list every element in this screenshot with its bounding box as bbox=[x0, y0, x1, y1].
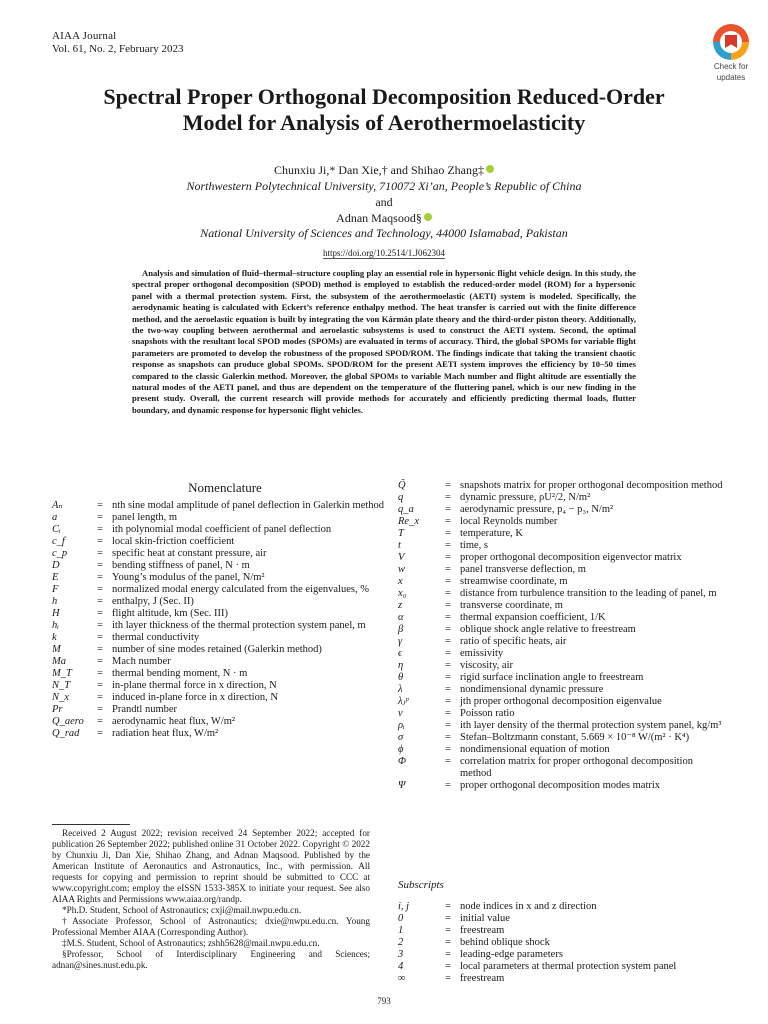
doi-link[interactable]: https://doi.org/10.2514/1.J062304 bbox=[322, 248, 446, 258]
nomenclature-row bbox=[398, 949, 724, 961]
nomenclature-definition: temperature, K bbox=[460, 528, 523, 539]
orcid-icon[interactable] bbox=[424, 213, 432, 221]
nomenclature-symbol: c_f bbox=[52, 536, 65, 547]
nomenclature-definition: Stefan–Boltzmann constant, 5.669 × 10⁻⁸ W/(m² · K⁴) bbox=[460, 732, 690, 743]
nomenclature-symbol: λⱼᵖ bbox=[398, 696, 409, 707]
equals-sign: = bbox=[445, 624, 451, 635]
badge-line1: Check for bbox=[713, 62, 749, 71]
nomenclature-definition: rigid surface inclination angle to freestream bbox=[460, 672, 644, 683]
nomenclature-definition: aerodynamic heat flux, W/m² bbox=[112, 716, 236, 727]
equals-sign: = bbox=[445, 600, 451, 611]
equals-sign: = bbox=[445, 648, 451, 659]
nomenclature-row bbox=[52, 656, 398, 668]
equals-sign: = bbox=[445, 732, 451, 743]
equals-sign: = bbox=[97, 500, 103, 511]
equals-sign: = bbox=[445, 504, 451, 515]
nomenclature-definition: flight altitude, km (Sec. III) bbox=[112, 608, 229, 619]
nomenclature-row bbox=[398, 744, 724, 756]
equals-sign: = bbox=[445, 756, 451, 767]
equals-sign: = bbox=[445, 552, 451, 563]
nomenclature-symbol: ∞ bbox=[398, 973, 406, 984]
nomenclature-row bbox=[398, 564, 724, 576]
received-note: Received 2 August 2022; revision received 24 September 2022; accepted for publication 26 September 2022; published online 31 October 2022. Copyright © 2022 by Chunxiu Ji, Dan Xie, Shihao Zhang, and Adnan Maqsood. Published by the American Institute of Aeronautics and Astronautics, Inc., with permission. All requests for copying and permission to reprint should be submitted to CCC at www.copyright.com; employ the eISSN 1533-385X to initiate your request. See also AIAA Rights and Permissions www.aiaa.org/randp. bbox=[52, 828, 370, 904]
nomenclature-symbol: a bbox=[52, 512, 58, 523]
nomenclature-row bbox=[52, 524, 398, 536]
nomenclature-symbol: F bbox=[52, 584, 59, 595]
nomenclature-row bbox=[52, 704, 398, 716]
nomenclature-symbol: M_T bbox=[52, 668, 72, 679]
nomenclature-definition: panel length, m bbox=[112, 512, 178, 523]
nomenclature-definition: in-plane thermal force in x direction, N bbox=[112, 680, 277, 691]
nomenclature-row bbox=[52, 668, 398, 680]
nomenclature-symbol: λ bbox=[398, 684, 403, 695]
nomenclature-definition: normalized modal energy calculated from the eigenvalues, % bbox=[112, 584, 369, 595]
nomenclature-row bbox=[398, 576, 724, 588]
nomenclature-symbol: Ma bbox=[52, 656, 66, 667]
nomenclature-row bbox=[398, 672, 724, 684]
nomenclature-symbol: ϵ bbox=[398, 648, 403, 659]
nomenclature-symbol: N_T bbox=[52, 680, 71, 691]
nomenclature-symbol: M bbox=[52, 644, 61, 655]
nomenclature-row bbox=[398, 937, 724, 949]
equals-sign: = bbox=[445, 564, 451, 575]
nomenclature-row bbox=[52, 584, 398, 596]
nomenclature-symbol: Q̃ bbox=[398, 480, 406, 491]
nomenclature-symbol: γ bbox=[398, 636, 403, 647]
nomenclature-definition: thermal expansion coefficient, 1/K bbox=[460, 612, 606, 623]
nomenclature-definition: induced in-plane force in x direction, N bbox=[112, 692, 278, 703]
nomenclature-row bbox=[52, 608, 398, 620]
equals-sign: = bbox=[97, 596, 103, 607]
nomenclature-definition: nth sine modal amplitude of panel deflection in Galerkin method bbox=[112, 500, 385, 511]
nomenclature-definition: correlation matrix for proper orthogonal decomposition method bbox=[460, 756, 693, 779]
nomenclature-row bbox=[398, 696, 724, 708]
nomenclature-row bbox=[398, 612, 724, 624]
equals-sign: = bbox=[445, 696, 451, 707]
nomenclature-definition: ith layer thickness of the thermal protection system panel, m bbox=[112, 620, 366, 631]
nomenclature-symbol: Q_rad bbox=[52, 728, 80, 739]
nomenclature-symbol: t bbox=[398, 540, 401, 551]
equals-sign: = bbox=[445, 528, 451, 539]
equals-sign: = bbox=[445, 576, 451, 587]
nomenclature-symbol: α bbox=[398, 612, 404, 623]
nomenclature-definition: streamwise coordinate, m bbox=[460, 576, 568, 587]
nomenclature-row bbox=[398, 600, 724, 612]
nomenclature-symbol: Ψ bbox=[398, 780, 406, 791]
nomenclature-row bbox=[52, 500, 398, 512]
doi-line bbox=[40, 248, 728, 258]
nomenclature-row bbox=[398, 660, 724, 672]
equals-sign: = bbox=[97, 656, 103, 667]
equals-sign: = bbox=[97, 620, 103, 631]
nomenclature-definition: panel transverse deflection, m bbox=[460, 564, 586, 575]
nomenclature-definition: ith layer density of the thermal protection system panel, kg/m³ bbox=[460, 720, 722, 731]
nomenclature-row bbox=[52, 596, 398, 608]
nomenclature-row bbox=[398, 648, 724, 660]
nomenclature-symbol: Cᵢ bbox=[52, 524, 61, 535]
footnote-4: §Professor, School of Interdisciplinary Engineering and Sciences; adnan@sines.nust.edu.pk. bbox=[52, 949, 370, 970]
nomenclature-row bbox=[52, 572, 398, 584]
orcid-icon[interactable] bbox=[486, 165, 494, 173]
nomenclature-definition: enthalpy, J (Sec. II) bbox=[112, 596, 194, 607]
abstract: Analysis and simulation of fluid–thermal–structure coupling play an essential role in hypersonic flight vehicle design. In this study, the spectral proper orthogonal decomposition (SPOD) method is employed to establish the reduced-order model (ROM) for a hypersonic panel with a thermal protection system. First, the subsystem of the aerothermoelastic (AETI) system is modeled. Specifically, the aerodynamic heating is calculated with Eckert’s reference enthalpy method. The heat transfer is carried out with the finite difference method, and the aeroelastic equation is built by integrating the von Kármán plate theory and the third-order piston theory. Additionally, the two-way coupling between aerothermal and aeroelastic subsystems is used to construct the AETI system. Second, the optimal snapshots with the resultant local SPOD modes (SPOMs) are evaluated in terms of accuracy. Third, the global SPOMs for variable flight parameters are promoted to develop the robustness of the proposed SPOD/ROM. The findings indicate that taking the transient chaotic response as snapshots can produce global SPOMs. SPOD/ROM for the present AETI system improves the efficiency by 10–50 times compared to the classic Galerkin method. Moreover, the global SPOMs to variable Mach number and flight altitude are essentially the natural modes of the AETI panel, and thus are dependent on the temperature of the fluttering panel, which is our new finding in the present study. Overall, the current research will provide methods for accurately and efficiently predicting thermal loads, flutter boundary, and dynamic response for hypersonic flight vehicles. bbox=[132, 268, 636, 415]
nomenclature-symbol: hᵢ bbox=[52, 620, 59, 631]
nomenclature-definition: initial value bbox=[460, 913, 510, 924]
nomenclature-row bbox=[398, 973, 724, 985]
nomenclature-symbol: V bbox=[398, 552, 405, 563]
nomenclature-symbol: η bbox=[398, 660, 404, 671]
equals-sign: = bbox=[97, 632, 103, 643]
nomenclature-row bbox=[398, 684, 724, 696]
nomenclature-definition: thermal bending moment, N · m bbox=[112, 668, 248, 679]
nomenclature-definition: number of sine modes retained (Galerkin method) bbox=[112, 644, 322, 655]
equals-sign: = bbox=[97, 560, 103, 571]
journal-name: AIAA Journal bbox=[52, 30, 117, 42]
nomenclature-row bbox=[398, 528, 724, 540]
equals-sign: = bbox=[97, 584, 103, 595]
nomenclature-definition: freestream bbox=[460, 925, 505, 936]
equals-sign: = bbox=[445, 720, 451, 731]
nomenclature-symbol: i, j bbox=[398, 901, 410, 912]
nomenclature-row bbox=[398, 708, 724, 720]
equals-sign: = bbox=[445, 744, 451, 755]
equals-sign: = bbox=[97, 572, 103, 583]
nomenclature-definition: proper orthogonal decomposition eigenvector matrix bbox=[460, 552, 682, 563]
subscripts-heading: Subscripts bbox=[398, 879, 444, 891]
equals-sign: = bbox=[97, 644, 103, 655]
nomenclature-definition: time, s bbox=[460, 540, 488, 551]
nomenclature-row bbox=[398, 504, 724, 516]
nomenclature-symbol: θ bbox=[398, 672, 404, 683]
nomenclature-definition: snapshots matrix for proper orthogonal decomposition method bbox=[460, 480, 723, 491]
nomenclature-row bbox=[52, 620, 398, 632]
footnote-3: ‡M.S. Student, School of Astronautics; zshh5628@mail.nwpu.edu.cn. bbox=[62, 938, 320, 948]
nomenclature-definition: radiation heat flux, W/m² bbox=[112, 728, 219, 739]
nomenclature-row bbox=[52, 716, 398, 728]
nomenclature-left-column bbox=[52, 500, 398, 740]
equals-sign: = bbox=[445, 492, 451, 503]
equals-sign: = bbox=[445, 636, 451, 647]
nomenclature-definition: nondimensional equation of motion bbox=[460, 744, 610, 755]
authors-and: and bbox=[375, 195, 393, 209]
equals-sign: = bbox=[445, 684, 451, 695]
equals-sign: = bbox=[445, 780, 451, 791]
nomenclature-row bbox=[398, 480, 724, 492]
nomenclature-row bbox=[398, 901, 724, 913]
equals-sign: = bbox=[97, 512, 103, 523]
nomenclature-definition: thermal conductivity bbox=[112, 632, 200, 643]
authors-group2-text: Adnan Maqsood§ bbox=[336, 211, 422, 225]
nomenclature-symbol: ϕ bbox=[398, 744, 404, 755]
nomenclature-symbol: 0 bbox=[398, 913, 404, 924]
nomenclature-definition: Poisson ratio bbox=[460, 708, 515, 719]
nomenclature-symbol: σ bbox=[398, 732, 404, 743]
nomenclature-symbol: N_x bbox=[52, 692, 69, 703]
equals-sign: = bbox=[445, 660, 451, 671]
footnote-1: *Ph.D. Student, School of Astronautics; cxji@mail.nwpu.edu.cn. bbox=[62, 905, 302, 915]
nomenclature-row bbox=[398, 540, 724, 552]
nomenclature-definition: Prandtl number bbox=[112, 704, 178, 715]
nomenclature-heading: Nomenclature bbox=[188, 480, 262, 495]
nomenclature-symbol: c_p bbox=[52, 548, 68, 559]
equals-sign: = bbox=[97, 680, 103, 691]
paper-title bbox=[40, 84, 728, 136]
nomenclature-definition: leading-edge parameters bbox=[460, 949, 563, 960]
nomenclature-row bbox=[52, 632, 398, 644]
nomenclature-symbol: x₀ bbox=[398, 588, 407, 599]
nomenclature-right-column bbox=[398, 480, 724, 792]
nomenclature-symbol: h bbox=[52, 596, 58, 607]
nomenclature-symbol: ν bbox=[398, 708, 403, 719]
nomenclature-definition: local Reynolds number bbox=[460, 516, 558, 527]
subscripts-list bbox=[398, 901, 724, 985]
equals-sign: = bbox=[445, 973, 451, 984]
equals-sign: = bbox=[97, 536, 103, 547]
title-line2: Model for Analysis of Aerothermoelasticity bbox=[182, 110, 586, 135]
title-line1: Spectral Proper Orthogonal Decomposition Reduced-Order bbox=[103, 84, 665, 109]
nomenclature-row bbox=[52, 536, 398, 548]
equals-sign: = bbox=[445, 672, 451, 683]
page-number: 793 bbox=[377, 996, 391, 1006]
nomenclature-symbol: w bbox=[398, 564, 406, 575]
equals-sign: = bbox=[445, 913, 451, 924]
nomenclature-definition: freestream bbox=[460, 973, 505, 984]
equals-sign: = bbox=[445, 588, 451, 599]
equals-sign: = bbox=[97, 728, 103, 739]
equals-sign: = bbox=[97, 668, 103, 679]
nomenclature-definition: jth proper orthogonal decomposition eigenvalue bbox=[460, 696, 662, 707]
check-for-updates-badge[interactable] bbox=[704, 24, 758, 82]
nomenclature-row bbox=[398, 925, 724, 937]
nomenclature-symbol: D bbox=[52, 560, 60, 571]
equals-sign: = bbox=[97, 524, 103, 535]
equals-sign: = bbox=[445, 961, 451, 972]
nomenclature-definition: distance from turbulence transition to the leading of panel, m bbox=[460, 588, 717, 599]
nomenclature-symbol: H bbox=[52, 608, 60, 619]
equals-sign: = bbox=[97, 548, 103, 559]
equals-sign: = bbox=[97, 716, 103, 727]
nomenclature-symbol: q bbox=[398, 492, 404, 503]
nomenclature-row bbox=[398, 624, 724, 636]
nomenclature-symbol: 4 bbox=[398, 961, 404, 972]
nomenclature-definition: local skin-friction coefficient bbox=[112, 536, 235, 547]
nomenclature-symbol: Pr bbox=[52, 704, 63, 715]
nomenclature-definition: specific heat at constant pressure, air bbox=[112, 548, 267, 559]
nomenclature-row bbox=[398, 961, 724, 973]
nomenclature-definition: transverse coordinate, m bbox=[460, 600, 563, 611]
nomenclature-row bbox=[398, 552, 724, 564]
nomenclature-symbol: Aₙ bbox=[52, 500, 63, 511]
check-for-updates-icon bbox=[713, 24, 749, 60]
footnotes bbox=[52, 828, 370, 971]
equals-sign: = bbox=[445, 480, 451, 491]
nomenclature-definition: oblique shock angle relative to freestream bbox=[460, 624, 636, 635]
equals-sign: = bbox=[445, 612, 451, 623]
footnote-2: †Associate Professor, School of Astronautics; dxie@nwpu.edu.cn. Young Professional Member AIAA (Corresponding Author). bbox=[52, 916, 370, 937]
nomenclature-symbol: 2 bbox=[398, 937, 404, 948]
nomenclature-symbol: Q_aero bbox=[52, 716, 84, 727]
nomenclature-row bbox=[52, 644, 398, 656]
nomenclature-symbol: ρᵢ bbox=[398, 720, 405, 731]
nomenclature-symbol: z bbox=[398, 600, 403, 611]
nomenclature-row bbox=[398, 780, 724, 792]
nomenclature-definition: dynamic pressure, ρU²/2, N/m² bbox=[460, 492, 591, 503]
equals-sign: = bbox=[445, 925, 451, 936]
nomenclature-definition: Young’s modulus of the panel, N/m² bbox=[112, 572, 265, 583]
nomenclature-row bbox=[52, 728, 398, 740]
equals-sign: = bbox=[445, 708, 451, 719]
equals-sign: = bbox=[445, 516, 451, 527]
equals-sign: = bbox=[445, 949, 451, 960]
nomenclature-row bbox=[398, 756, 724, 780]
nomenclature-symbol: Re_x bbox=[398, 516, 419, 527]
nomenclature-symbol: x bbox=[398, 576, 403, 587]
nomenclature-row bbox=[52, 512, 398, 524]
nomenclature-symbol: q_a bbox=[398, 504, 414, 515]
nomenclature-definition: behind oblique shock bbox=[460, 937, 550, 948]
journal-header bbox=[52, 30, 183, 56]
authors-group1 bbox=[40, 163, 728, 178]
nomenclature-row bbox=[398, 720, 724, 732]
nomenclature-symbol: k bbox=[52, 632, 57, 643]
nomenclature-symbol: 3 bbox=[398, 949, 404, 960]
affiliation1: Northwestern Polytechnical University, 710072 Xi’an, People’s Republic of China bbox=[186, 179, 582, 193]
nomenclature-row bbox=[52, 560, 398, 572]
authors-group2 bbox=[40, 211, 728, 226]
nomenclature-symbol: β bbox=[398, 624, 404, 635]
nomenclature-row bbox=[398, 492, 724, 504]
badge-line2: updates bbox=[716, 73, 746, 82]
equals-sign: = bbox=[97, 608, 103, 619]
footnote-divider bbox=[52, 824, 130, 825]
authors-group1-text: Chunxiu Ji,* Dan Xie,† and Shihao Zhang‡ bbox=[274, 163, 484, 177]
nomenclature-definition: nondimensional dynamic pressure bbox=[460, 684, 604, 695]
nomenclature-row bbox=[398, 588, 724, 600]
nomenclature-symbol: 1 bbox=[398, 925, 404, 936]
equals-sign: = bbox=[97, 692, 103, 703]
nomenclature-row bbox=[398, 732, 724, 744]
nomenclature-symbol: T bbox=[398, 528, 404, 539]
nomenclature-definition: Mach number bbox=[112, 656, 171, 667]
equals-sign: = bbox=[445, 540, 451, 551]
nomenclature-row bbox=[398, 913, 724, 925]
nomenclature-row bbox=[398, 636, 724, 648]
nomenclature-definition: proper orthogonal decomposition modes matrix bbox=[460, 780, 661, 791]
equals-sign: = bbox=[97, 704, 103, 715]
nomenclature-symbol: E bbox=[52, 572, 59, 583]
nomenclature-row bbox=[52, 680, 398, 692]
nomenclature-definition: viscosity, air bbox=[460, 660, 513, 671]
equals-sign: = bbox=[445, 937, 451, 948]
nomenclature-definition: ratio of specific heats, air bbox=[460, 636, 567, 647]
volume-line: Vol. 61, No. 2, February 2023 bbox=[52, 43, 184, 55]
nomenclature-definition: local parameters at thermal protection system panel bbox=[460, 961, 677, 972]
nomenclature-row bbox=[398, 516, 724, 528]
nomenclature-definition: node indices in x and z direction bbox=[460, 901, 597, 912]
nomenclature-row bbox=[52, 548, 398, 560]
equals-sign: = bbox=[445, 901, 451, 912]
nomenclature-definition: emissivity bbox=[460, 648, 504, 659]
nomenclature-definition: aerodynamic pressure, p₄ − p₃, N/m² bbox=[460, 504, 614, 515]
nomenclature-definition: ith polynomial modal coefficient of panel deflection bbox=[112, 524, 332, 535]
nomenclature-symbol: Φ bbox=[398, 756, 406, 767]
nomenclature-row bbox=[52, 692, 398, 704]
affiliation2: National University of Sciences and Technology, 44000 Islamabad, Pakistan bbox=[200, 226, 568, 240]
nomenclature-definition: bending stiffness of panel, N · m bbox=[112, 560, 250, 571]
